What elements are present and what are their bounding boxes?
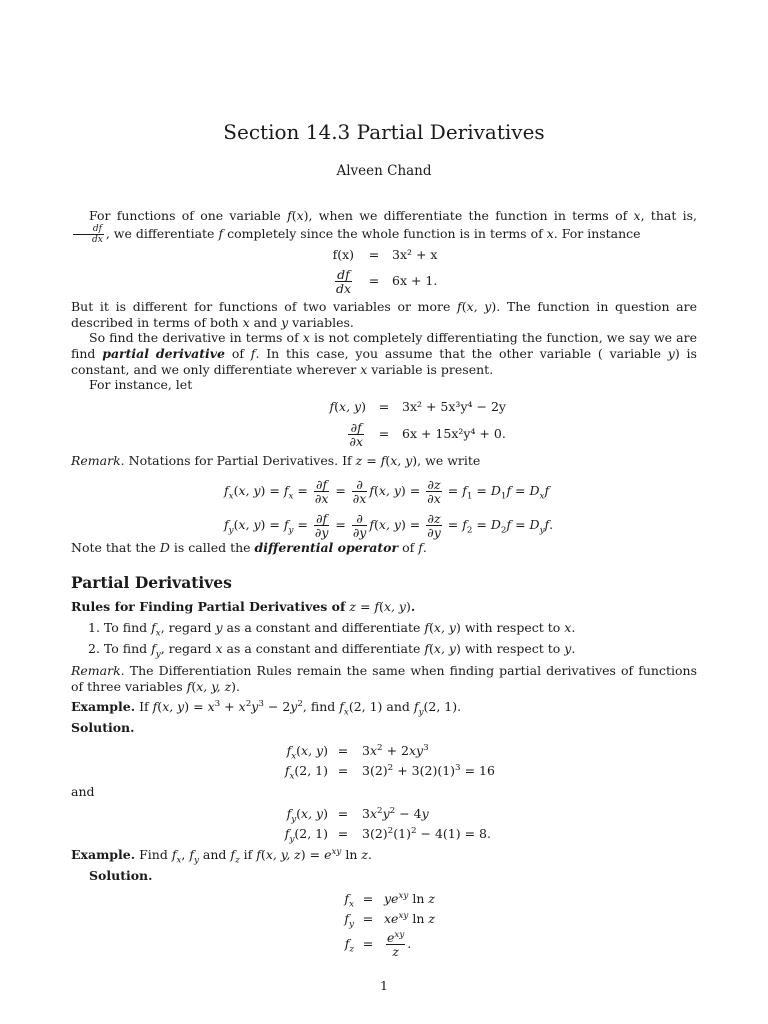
para-text: both [209, 315, 239, 330]
para-text: is not completely differentiating the function, we say we are find [71, 330, 697, 361]
rule-text: , regard [160, 641, 212, 656]
solution-label: Solution. [89, 868, 153, 883]
note-text: of [402, 540, 415, 555]
example-text: and [202, 847, 227, 862]
solution-label: Solution. [71, 720, 135, 735]
emphasis-term: partial [102, 346, 150, 361]
para-text: variable is present. [371, 362, 494, 377]
paragraph-three: So find the derivative in terms of x is not completely differentiating the function, we say we are find partial derivative of f. In this case, you assume that the other variable ( variable y) is constant, and we only differentiate wherever x variable is present. [71, 330, 697, 377]
note-differential-operator: Note that the D is called the differential operator of f. [71, 540, 427, 555]
example-text: , find [302, 699, 336, 714]
equation-row: $f_y(2$, 1) = $3(2)^2(1)^2 - 4(1) = 8$. [284, 825, 491, 845]
note-text: is called the [173, 540, 251, 555]
paragraph-two: But it is different for functions of two variables or more f(x, y). The function in question are described in terms of both x and y variables. [71, 299, 697, 330]
emphasis-term: differential operator [254, 540, 399, 555]
rules-title: Rules for Finding Partial Derivatives of z = f(x, y). [71, 599, 416, 614]
equation-rhs: 3x² + 5x³y⁴ − 2y [402, 399, 506, 414]
intro-text: . For instance [553, 226, 641, 241]
rule-text: 1. To find [88, 620, 148, 635]
remark-three-variables: Remark. The Differentiation Rules remain the same when finding partial derivatives of functions of three variables f(x, y, z). [71, 663, 697, 694]
rule-text: with respect to [464, 620, 561, 635]
note-text: Note that the [71, 540, 156, 555]
for-instance-text: For instance, let [89, 377, 193, 392]
intro-text: , we differentiate [105, 226, 215, 241]
rule-text: with respect to [464, 641, 561, 656]
para-text: So find the derivative in terms of [89, 330, 299, 345]
intro-text: , that is, [640, 208, 698, 223]
para-text: But it is different for functions of two variables or more [71, 299, 451, 314]
equation-row: $\frac{df}{dx}$ = 6x + 1. [335, 267, 438, 296]
equation-row: f(x) = 3x² + x [0, 244, 768, 266]
notation-fy: $f_y(x$, $y) = f_y$ = $\frac{\partial f}{\partial y}$ = $\frac{\partial}{\partial y}$ f(x, y) = $\frac{\partial z}{\partial y}$ = $f_2 = D_2f = D_yf$. [224, 511, 554, 540]
equation-row: f(x, y) = 3x² + 5x³y⁴ − 2y [0, 396, 768, 418]
example-two: Example. Find $f_x$, $f_y$ and $f_z$ if f(x, y, $z) = e^{xy}$ ln z. [71, 846, 372, 866]
intro-text: For functions of one variable [89, 208, 281, 223]
equation-row: $f_y$ = $xe^{xy}$ ln z [344, 910, 435, 930]
intro-text: completely since the whole function is in terms of [227, 226, 543, 241]
para-text: variables. [292, 315, 354, 330]
equation-rhs: 6x + 15x²y⁴ + 0. [402, 426, 506, 441]
para-text: . In this case, you assume that the other variable ( variable [255, 346, 661, 361]
remark-label: Remark. [71, 663, 125, 678]
example-text: if [243, 847, 253, 862]
example-one: Example. If f(x, $y) = x^3 + x^2y^3 - 2y^2$, find $f_x(2$, 1) and $f_y(2$, 1). [71, 698, 462, 718]
rule-two: 2. To find $f_y$, regard x as a constant and differentiate f(x, y) with respect to y. [88, 641, 576, 660]
remark-notations: Remark. Notations for Partial Derivatives. If z = f(x, y), we write [71, 453, 481, 468]
para-text: ) is constant, and we only differentiate [71, 346, 697, 377]
section-heading: Partial Derivatives [71, 573, 232, 592]
equation-rhs: 6x + 1. [392, 273, 438, 288]
page-number: 1 [380, 978, 388, 993]
emphasis-term: derivative [155, 346, 225, 361]
rule-text: , regard [160, 620, 212, 635]
rule-one: 1. To find $f_x$, regard y as a constant and differentiate f(x, y) with respect to x. [88, 620, 576, 639]
notation-fx: $f_x(x$, $y) = f_x$ = $\frac{\partial f}{\partial x}$ = $\frac{\partial}{\partial x}$ f(x, y) = $\frac{\partial z}{\partial x}$ = $f_1 = D_1f = D_xf$ [224, 477, 550, 506]
equation-row: $f_x(2$, 1) = $3(2)^2 + 3(2)(1)^3 = 16$ [284, 762, 495, 782]
rules-title-text: Rules for Finding Partial Derivatives of [71, 599, 346, 614]
example-text: If [139, 699, 149, 714]
example-label: Example. [71, 699, 136, 714]
intro-paragraph: For functions of one variable f(x), when we differentiate the function in terms of x, that is, $\frac{df}{dx}$ , we differentiate f completely since the whole function is in terms of x. For instance [71, 208, 697, 245]
equation-row: $f_z$ = $\frac{e^{xy}}{z}$ . [344, 929, 412, 959]
equation-rhs: 3x² + x [392, 247, 438, 262]
remark-label: Remark. [71, 453, 125, 468]
remark-text: Notations for Partial Derivatives. If [128, 453, 352, 468]
rule-text: as a constant and differentiate [226, 620, 421, 635]
para-text: and [253, 315, 278, 330]
equation-row: $f_x(x$, y) = $3x^2 + 2xy^3$ [286, 742, 429, 762]
example-label: Example. [71, 847, 136, 862]
equation-row: $\frac{\partial f}{\partial x}$ = 6x + 15x²y⁴ + 0. [349, 420, 506, 449]
para-text: wherever [296, 362, 357, 377]
remark-text: , we write [417, 453, 481, 468]
intro-text: , when we differentiate the function in terms of [308, 208, 628, 223]
equation-row: $f_x$ = $ye^{xy}$ ln z [344, 890, 435, 910]
and-text: and [71, 784, 95, 799]
remark-text: The Differentiation Rules remain the same when finding partial derivatives of functions of three variables [71, 663, 697, 694]
author-name: Alveen Chand [336, 163, 432, 179]
equation-row: $f_y(x$, y) = $3x^2y^2 - 4y$ [286, 805, 429, 825]
example-text: and [386, 699, 410, 714]
example-text: Find [139, 847, 168, 862]
rule-text: 2. To find [88, 641, 148, 656]
para-text: of [231, 346, 244, 361]
rule-text: as a constant and differentiate [226, 641, 421, 656]
document-title: Section 14.3 Partial Derivatives [223, 120, 545, 144]
equation-lhs: f(x) [332, 247, 354, 262]
para-text: . The function in question are described in terms of [71, 299, 697, 330]
